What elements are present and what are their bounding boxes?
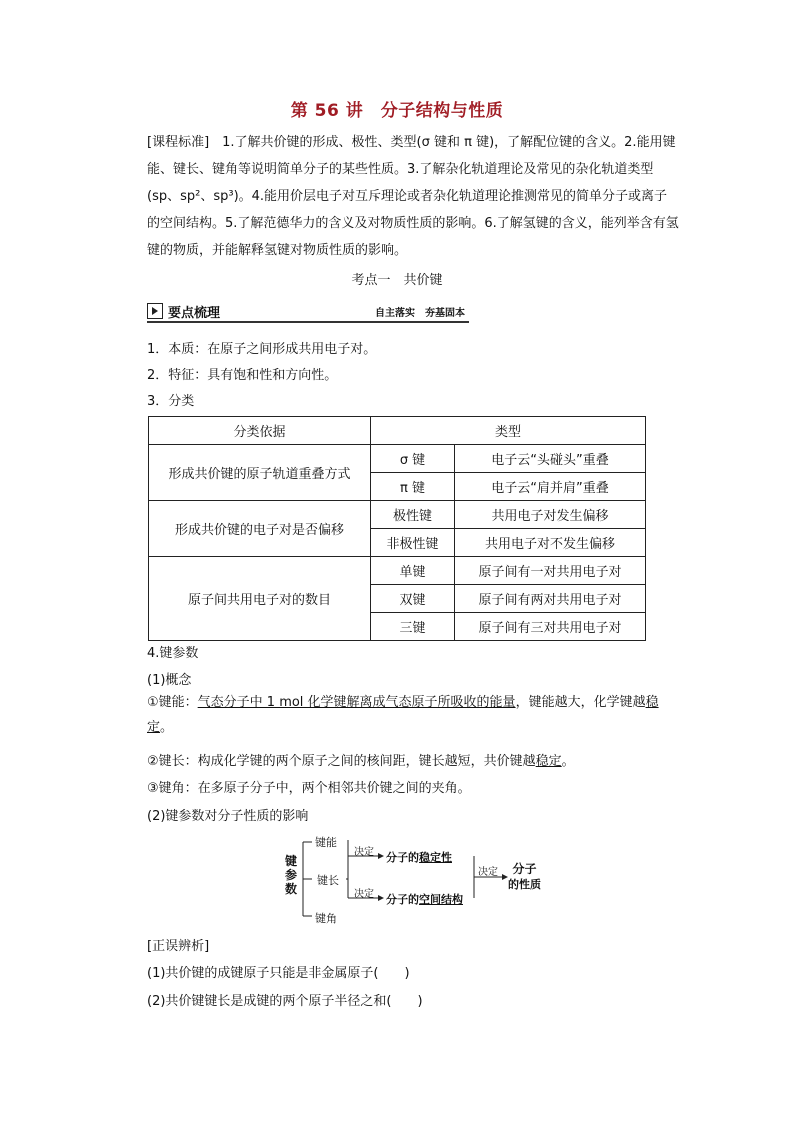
bond-parameter-diagram [280, 828, 550, 928]
diagram-root [284, 854, 298, 896]
diagram-angle: 键角 [315, 912, 337, 925]
bond-energy-rest: ，键能越大，化学键越 [515, 695, 646, 710]
bond-energy-lead: ①键能： [147, 695, 198, 710]
bond-length-lead: ②键长：构成化学键的两个原子之间的核间距，键长越短，共价键越 [147, 754, 536, 769]
kaodian-heading: 考点一 共价键 [351, 273, 443, 288]
influence-heading: (2)键参数对分子性质的影响 [147, 809, 309, 824]
table-cell: 双键 [371, 585, 455, 613]
table-cell: 非极性键 [371, 529, 455, 557]
course-standard [147, 129, 679, 264]
point-feature: 2．特征：具有饱和性和方向性。 [147, 368, 338, 383]
table-basis-cell: 原子间共用电子对的数目 [149, 557, 371, 641]
diagram-structure-pre: 分子的 [386, 893, 419, 906]
bond-angle-text: ③键角：在多原子分子中，两个相邻共价键之间的夹角。 [147, 781, 471, 796]
table-basis-cell: 形成共价键的电子对是否偏移 [149, 501, 371, 557]
table-cell: 单键 [371, 557, 455, 585]
section-slogan: 自主落实 夯基固本 [375, 308, 465, 319]
table-cell: 电子云“头碰头”重叠 [455, 445, 646, 473]
diagram-root-char: 参 [284, 868, 297, 882]
table-basis-cell: 形成共价键的原子轨道重叠方式 [149, 445, 371, 501]
table-cell: 原子间有三对共用电子对 [455, 613, 646, 641]
concept-heading: (1)概念 [147, 673, 192, 688]
bond-energy-definition: 气态分子中 1 mol 化学键解离成气态原子所吸收的能量 [197, 695, 516, 710]
table-cell: π 键 [371, 473, 455, 501]
section-label: 要点梳理 [168, 306, 221, 321]
bond-energy-stable: 稳定 [147, 695, 659, 735]
table-cell: 极性键 [371, 501, 455, 529]
course-standard-tag: [课程标准] [147, 135, 210, 150]
table-cell: 共用电子对不发生偏移 [455, 529, 646, 557]
bond-energy-text [147, 690, 679, 740]
bond-energy-end: 。 [160, 720, 174, 735]
diagram-energy: 键能 [315, 836, 337, 849]
diagram-decide-3: 决定 [478, 867, 498, 878]
bond-length-stable: 稳定 [535, 754, 562, 769]
diagram-root-char: 键 [284, 854, 297, 868]
bianxi-heading: [正误辨析] [147, 939, 210, 954]
table-cell: 共用电子对发生偏移 [455, 501, 646, 529]
diagram-structure [386, 891, 463, 907]
diagram-result-line1: 分子 [512, 862, 537, 876]
table-header: 分类依据 [149, 417, 371, 445]
diagram-stability-word: 稳定性 [419, 851, 452, 864]
diagram-result-line2: 的性质 [508, 878, 541, 891]
bianxi-q1: (1)共价键的成键原子只能是非金属原子( ) [147, 966, 410, 981]
table-header: 类型 [371, 417, 646, 445]
diagram-length: 键长 [317, 874, 339, 887]
diagram-stability [386, 849, 452, 865]
bond-params-heading: 4.键参数 [147, 646, 199, 661]
course-standard-text: 1.了解共价键的形成、极性、类型(σ 键和 π 键)，了解配位键的含义。2.能用键能、键长、键角等说明简单分子的某些性质。3.了解杂化轨道理论及常见的杂化轨道类型(sp、sp²、sp³)。4.能用价层电子对互斥理论或者杂化轨道理论推测常见的简单分子或离子的空间结构。5.了解范德华力的含义及对物质性质的影响。6.了解氢键的含义，能列举含有氢键的物质，并能解释氢键对物质性质的影响。 [147, 135, 679, 258]
classification-table [148, 416, 646, 641]
diagram-stability-pre: 分子的 [386, 851, 419, 864]
diagram-decide-2: 决定 [354, 889, 374, 900]
table-cell: 三键 [371, 613, 455, 641]
point-essence: 1．本质：在原子之间形成共用电子对。 [147, 342, 377, 357]
bond-length-text [147, 750, 575, 769]
diagram-result [508, 862, 541, 892]
diagram-root-char: 数 [284, 882, 297, 896]
bianxi-q2: (2)共价键键长是成键的两个原子半径之和( ) [147, 994, 423, 1009]
page-title: 第 56 讲 分子结构与性质 [290, 101, 504, 121]
play-icon [147, 303, 163, 319]
diagram-structure-word: 空间结构 [419, 893, 463, 906]
table-cell: σ 键 [371, 445, 455, 473]
table-cell: 电子云“肩并肩”重叠 [455, 473, 646, 501]
section-bar [147, 301, 469, 323]
bond-length-end: 。 [561, 754, 575, 769]
table-cell: 原子间有一对共用电子对 [455, 557, 646, 585]
diagram-decide-1: 决定 [354, 847, 374, 858]
point-classification: 3．分类 [147, 394, 195, 409]
table-cell: 原子间有两对共用电子对 [455, 585, 646, 613]
